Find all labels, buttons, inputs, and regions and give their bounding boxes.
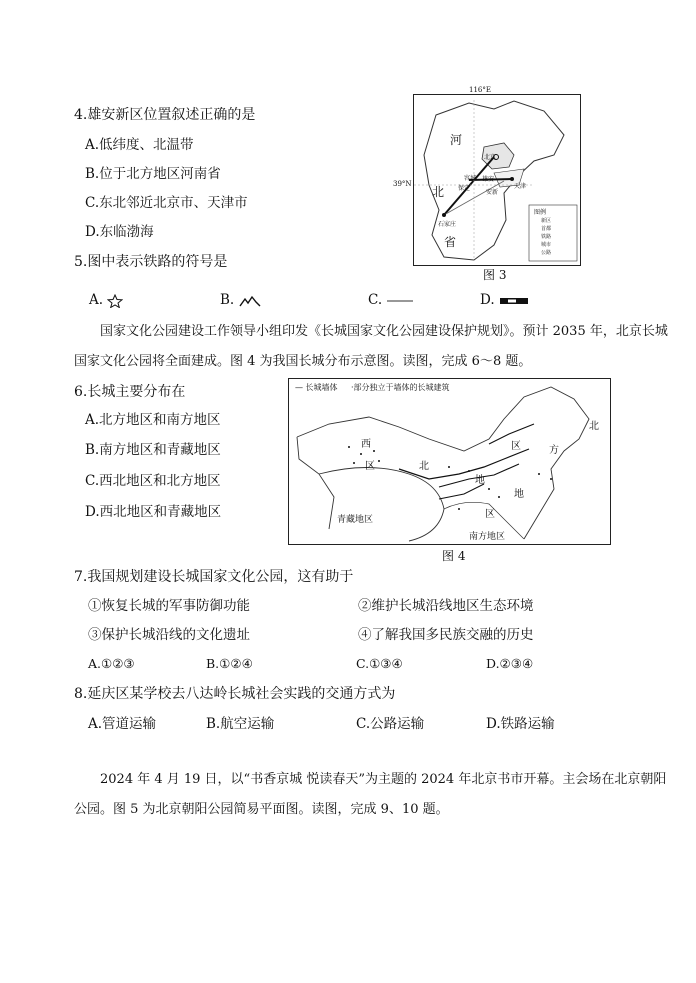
q6-question: 6.长城主要分布在 — [74, 384, 186, 400]
fig3-legend-item: 新区 — [541, 218, 552, 224]
fig4-region-char: 区 — [485, 509, 495, 520]
fig4-region-char: 北 — [589, 421, 599, 432]
fig3-legend-item: 首都 — [541, 226, 552, 232]
q5-question: 5.图中表示铁路的符号是 — [74, 254, 228, 270]
q5-option-d: D. — [480, 291, 529, 309]
q8-option-b: B.航空运输 — [206, 716, 275, 732]
figure-3-map — [413, 94, 581, 266]
fig3-city-label: 北京 — [484, 154, 497, 161]
fig4-qingzang-label: 青藏地区 — [337, 515, 374, 525]
fig3-caption: 图 3 — [483, 268, 507, 282]
fig4-nanfang-label: 南方地区 — [469, 532, 506, 542]
q7-option-d: D.②③④ — [486, 656, 534, 671]
road-line-icon — [386, 296, 414, 306]
q7-item-1: ①恢复长城的军事防御功能 — [88, 598, 250, 614]
figure-4-map — [288, 378, 611, 545]
q5-option-a: A. — [89, 291, 123, 309]
q4-question: 4.雄安新区位置叙述正确的是 — [74, 107, 256, 123]
fig3-city-label: 容城 — [464, 175, 477, 182]
fig3-longitude: 116°E — [469, 86, 491, 94]
fig3-city-label: 保定 — [458, 185, 471, 192]
hebei-map-drawing — [414, 95, 580, 265]
q6-option-c: C.西北地区和北方地区 — [85, 473, 221, 489]
fig3-city-label: 石家庄 — [438, 221, 457, 228]
fig3-city-label: 雄安 — [482, 176, 495, 183]
fig3-province-char: 省 — [444, 235, 457, 249]
fig3-city-label: 天津 — [514, 183, 527, 190]
q7-option-a: A.①②③ — [88, 656, 135, 671]
fig4-region-char: 区 — [365, 461, 375, 472]
fig3-legend-item: 公路 — [541, 250, 552, 256]
q6-option-d: D.西北地区和青藏地区 — [85, 504, 222, 520]
fig3-province-char: 河 — [450, 133, 463, 147]
intro-paragraph-book-fair: 2024 年 4 月 19 日，以“书香京城 悦读春天”为主题的 2024 年北京书市开幕。主会场在北京朝阳公园。图 5 为北京朝阳公园简易平面图。读图，完成 9、10 题。 — [74, 772, 667, 817]
mountain-icon — [239, 295, 261, 307]
fig4-caption: 图 4 — [442, 549, 466, 563]
railway-symbol-icon — [499, 296, 529, 306]
q4-option-a: A.低纬度、北温带 — [85, 137, 194, 153]
fig3-legend-item: 城市 — [541, 242, 552, 248]
q8-option-c: C.公路运输 — [356, 716, 425, 732]
fig4-region-char: 区 — [511, 441, 521, 452]
fig4-region-char: 北 — [419, 461, 429, 472]
fig4-region-char: 西 — [361, 439, 371, 450]
q8-option-a: A.管道运输 — [88, 716, 157, 732]
star-outline-icon — [107, 294, 123, 308]
q6-option-b: B.南方地区和青藏地区 — [85, 442, 221, 458]
q8-option-d: D.铁路运输 — [486, 716, 555, 732]
fig3-city-label: 安新 — [486, 189, 499, 196]
q4-option-c: C.东北邻近北京市、天津市 — [85, 195, 248, 211]
q7-item-3: ③保护长城沿线的文化遗址 — [88, 627, 250, 643]
q7-item-2: ②维护长城沿线地区生态环境 — [358, 598, 534, 614]
fig4-region-char: 地 — [475, 475, 485, 486]
q4-option-d: D.东临渤海 — [85, 224, 154, 240]
q7-option-b: B.①②④ — [206, 656, 253, 671]
fig4-region-char: 地 — [514, 489, 524, 500]
q7-question: 7.我国规划建设长城国家文化公园，这有助于 — [74, 569, 354, 585]
q4-option-b: B.位于北方地区河南省 — [85, 166, 221, 182]
fig3-legend-item: 铁路 — [541, 234, 552, 240]
fig4-region-char: 方 — [549, 445, 559, 456]
intro-paragraph-great-wall: 国家文化公园建设工作领导小组印发《长城国家文化公园建设保护规划》。预计 2035 年，北京长城国家文化公园将全面建成。图 4 为我国长城分布示意图。读图，完成 6～8 题。 — [74, 324, 668, 369]
q6-option-a: A.北方地区和南方地区 — [85, 412, 221, 428]
q5-option-b: B. — [220, 291, 261, 309]
q8-question: 8.延庆区某学校去八达岭长城社会实践的交通方式为 — [74, 686, 396, 702]
fig3-legend-title: 图例 — [534, 209, 547, 216]
fig3-province-char: 北 — [432, 185, 445, 199]
q7-option-c: C.①③④ — [356, 656, 403, 671]
fig4-legend-building: ·部分独立于墙体的长城建筑 — [351, 383, 450, 392]
q5-option-c: C. — [368, 291, 414, 309]
fig3-latitude: 39°N — [393, 180, 412, 188]
fig4-legend-wall: — 长城墙体 — [295, 383, 338, 392]
q7-item-4: ④了解我国多民族交融的历史 — [358, 627, 534, 643]
